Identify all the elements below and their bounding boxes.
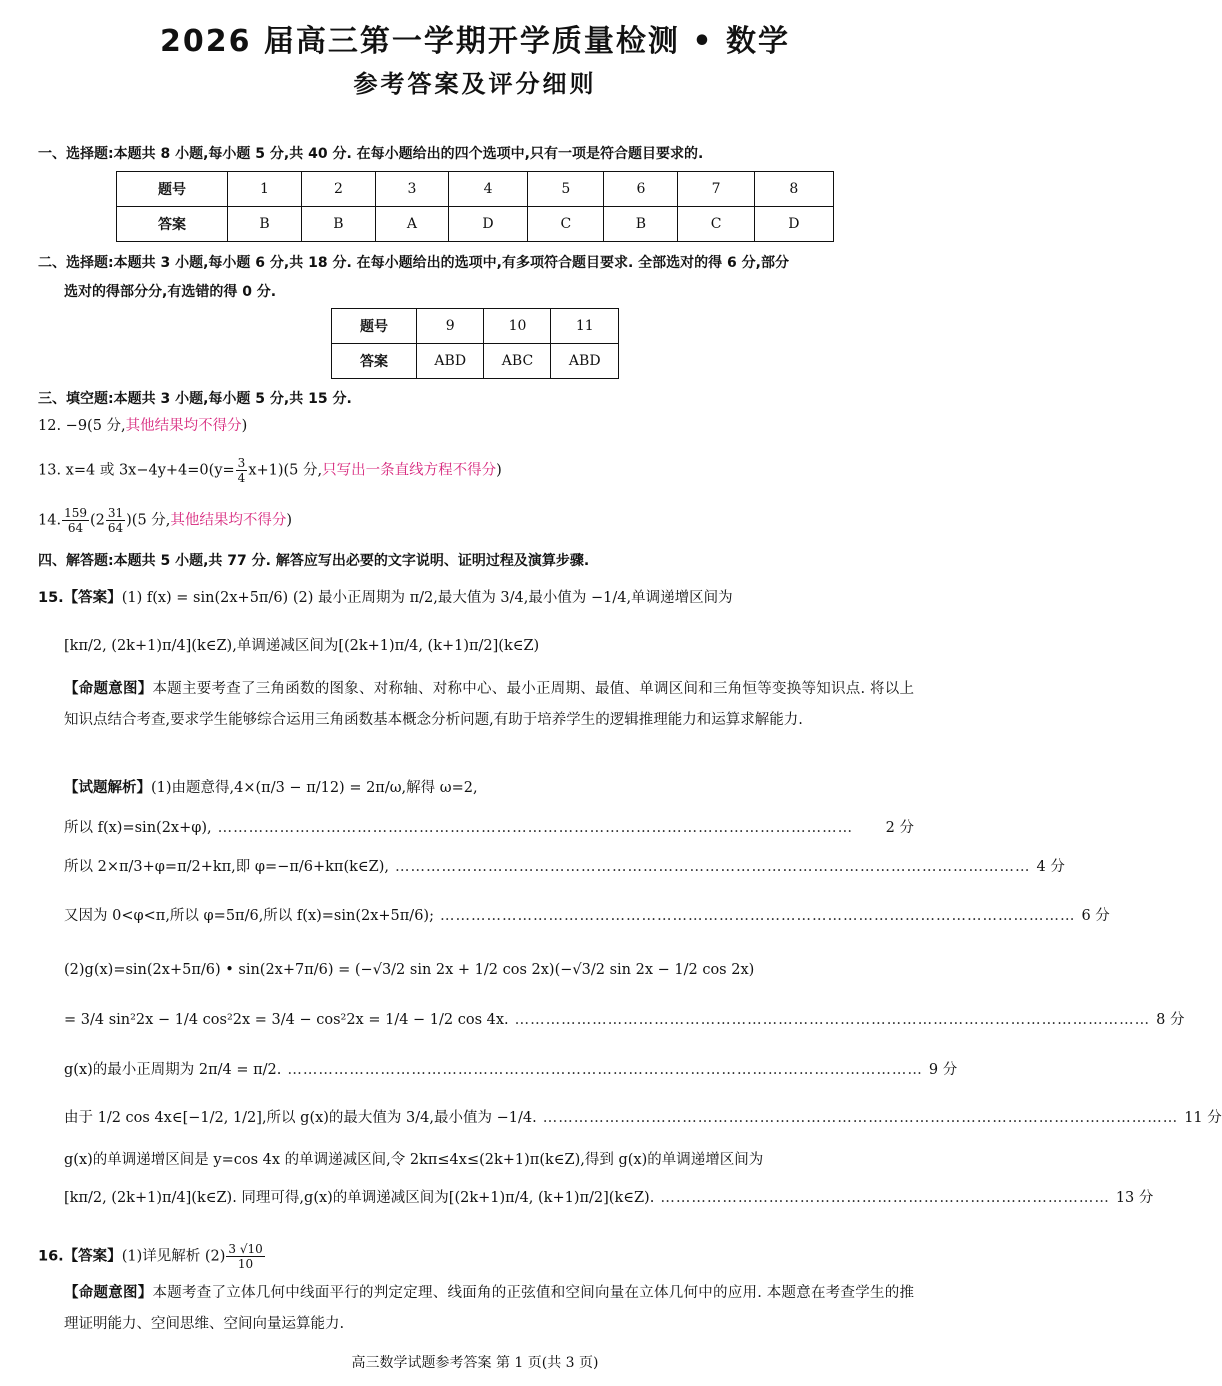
table-cell: 8 [754,172,833,207]
table-cell: A [375,207,448,242]
page-title: 2026 届高三第一学期开学质量检测 • 数学 [159,24,790,59]
grading-note: 其他结果均不得分 [125,418,242,434]
table-header-cell: 题号 [117,172,228,207]
table-cell: 10 [484,309,551,344]
q15-step: [kπ/2, (2k+1)π/4](k∈Z). 同理可得,g(x)的单调递减区间为[(2k+1)π/4, (k+1)π/2](k∈Z). …………………………………………………………………………… 13 分 [64,1190,1154,1206]
table-cell: 3 [375,172,448,207]
q16-answer: 16.【答案】(1)详见解析 (2) $\frac{3 √10}{10}$ [38,1242,263,1271]
q15-answer-line1: 15.【答案】(1) f(x) = sin(2x+5π/6) (2) 最小正周期为 π/2,最大值为 3/4,最小值为 −1/4,单调递增区间为 [38,590,733,606]
table-row [117,207,834,242]
section2-heading-line1: 二、选择题:本题共 3 小题,每小题 6 分,共 18 分. 在每小题给出的选项中,有多项符合题目要求. 全部选对的得 6 分,部分 [38,255,789,271]
table-header-cell: 题号 [332,309,417,344]
answer-q12: 12. −9(5 分,其他结果均不得分) [38,418,248,434]
table-cell: 9 [417,309,484,344]
table-cell: 4 [448,172,527,207]
q15-analysis: 【试题解析】(1)由题意得,4×(π/3 − π/12) = 2π/ω,解得 ω=2, [64,780,478,796]
dot-leader: …………………………………………………………………………………………………………… [439,908,1076,924]
q15-step: 又因为 0<φ<π,所以 φ=5π/6,所以 f(x)=sin(2x+5π/6); …………………………………………………………………………………………………………… 6 分 [64,908,1110,924]
grading-note: 只写出一条直线方程不得分 [322,462,497,479]
q15-answer-line2: [kπ/2, (2k+1)π/4](k∈Z),单调递减区间为[(2k+1)π/4, (k+1)π/2](k∈Z) [64,638,540,654]
q15-step: g(x)的最小正周期为 2π/4 = π/2. …………………………………………………………………………………………………………… 9 分 [64,1062,958,1078]
q15-step: 所以 f(x)=sin(2x+φ), …………………………………………………………………………………………………………… 2 分 [64,820,914,836]
section2-heading-line2: 选对的得部分分,有选错的得 0 分. [64,284,277,300]
table-cell: 1 [228,172,302,207]
q15-intent: 【命题意图】本题主要考查了三角函数的图象、对称轴、对称中心、最小正周期、最值、单调区间和三角恒等变换等知识点. 将以上知识点结合考查,要求学生能够综合运用三角函数基本概念分析问题,有助于培养学生的逻辑推理能力和运算求解能力. [64,681,915,728]
table-cell: B [228,207,302,242]
fraction: $\frac{159}{64}$ [64,506,87,535]
score: 4 分 [1036,859,1065,875]
table-cell: 6 [604,172,678,207]
table-cell: 5 [528,172,604,207]
table-cell: 7 [678,172,754,207]
dot-leader: …………………………………………………………………………………………………………… [217,820,854,836]
page-footer: 高三数学试题参考答案 第 1 页(共 3 页) [351,1355,599,1371]
section2-answer-table [331,308,619,379]
table-cell: ABD [551,344,619,379]
table-row [332,309,619,344]
page-subtitle: 参考答案及评分细则 [353,70,597,98]
answer-q14: 14. $\frac{159}{64}$ (2 $\frac{31}{64}$ )(5 分,其他结果均不得分) [38,506,293,535]
section1-heading: 一、选择题:本题共 8 小题,每小题 5 分,共 40 分. 在每小题给出的四个选项中,只有一项是符合题目要求的. [38,146,704,162]
score: 13 分 [1115,1190,1154,1206]
fraction: $\frac{3}{4}$ [237,456,246,485]
table-cell: 2 [301,172,375,207]
score: 2 分 [885,820,914,836]
score: 9 分 [928,1062,958,1078]
dot-leader: …………………………………………………………………………… [660,1190,1110,1206]
q15-part2: (2)g(x)=sin(2x+5π/6) • sin(2x+7π/6) = (−√3/2 sin 2x + 1/2 cos 2x)(−√3/2 sin 2x − 1/2 cos 2x) [64,962,755,978]
dot-leader: …………………………………………………………………………………………………………… [542,1110,1179,1126]
answer-q13: 13. x=4 或 3x−4y+4=0(y= $\frac{3}{4}$ x+1)(5 分,只写出一条直线方程不得分) [38,456,502,485]
table-cell: D [448,207,527,242]
q16-intent: 【命题意图】本题考查了立体几何中线面平行的判定定理、线面角的正弦值和空间向量在立体几何中的应用. 本题意在考查学生的推理证明能力、空间思维、空间向量运算能力. [64,1285,915,1332]
table-row [332,344,619,379]
section3-heading: 三、填空题:本题共 3 小题,每小题 5 分,共 15 分. [38,391,352,407]
q15-step: 所以 2×π/3+φ=π/2+kπ,即 φ=−π/6+kπ(k∈Z), …………………………………………………………………………………………………………… 4 分 [64,859,1065,875]
section4-heading: 四、解答题:本题共 5 小题,共 77 分. 解答应写出必要的文字说明、证明过程及演算步骤. [38,553,590,569]
table-cell: B [301,207,375,242]
q15-monotonic-line1: g(x)的单调递增区间是 y=cos 4x 的单调递减区间,令 2kπ≤4x≤(2k+1)π(k∈Z),得到 g(x)的单调递增区间为 [64,1152,764,1168]
q15-step: = 3/4 sin²2x − 1/4 cos²2x = 3/4 − cos²2x = 1/4 − 1/2 cos 4x. …………………………………………………………………………………………………………… 8 分 [64,1012,1185,1028]
score: 11 分 [1184,1110,1222,1126]
dot-leader: …………………………………………………………………………………………………………… [287,1062,923,1078]
table-row [117,172,834,207]
table-cell: B [604,207,678,242]
table-cell: ABD [417,344,484,379]
q15-step: 由于 1/2 cos 4x∈[−1/2, 1/2],所以 g(x)的最大值为 3/4,最小值为 −1/4. …………………………………………………………………………………………………………… 11 分 [64,1110,1222,1126]
table-cell: D [754,207,833,242]
score: 8 分 [1156,1012,1185,1028]
table-header-cell: 答案 [332,344,417,379]
table-header-cell: 答案 [117,207,228,242]
table-cell: C [678,207,754,242]
score: 6 分 [1081,908,1110,924]
table-cell: ABC [484,344,551,379]
grading-note: 其他结果均不得分 [170,512,287,529]
section1-answer-table [116,171,834,242]
dot-leader: …………………………………………………………………………………………………………… [514,1012,1151,1028]
table-cell: C [528,207,604,242]
dot-leader: …………………………………………………………………………………………………………… [394,859,1031,875]
fraction: $\frac{3 √10}{10}$ [228,1242,263,1271]
fraction: $\frac{31}{64}$ [107,506,124,535]
table-cell: 11 [551,309,619,344]
